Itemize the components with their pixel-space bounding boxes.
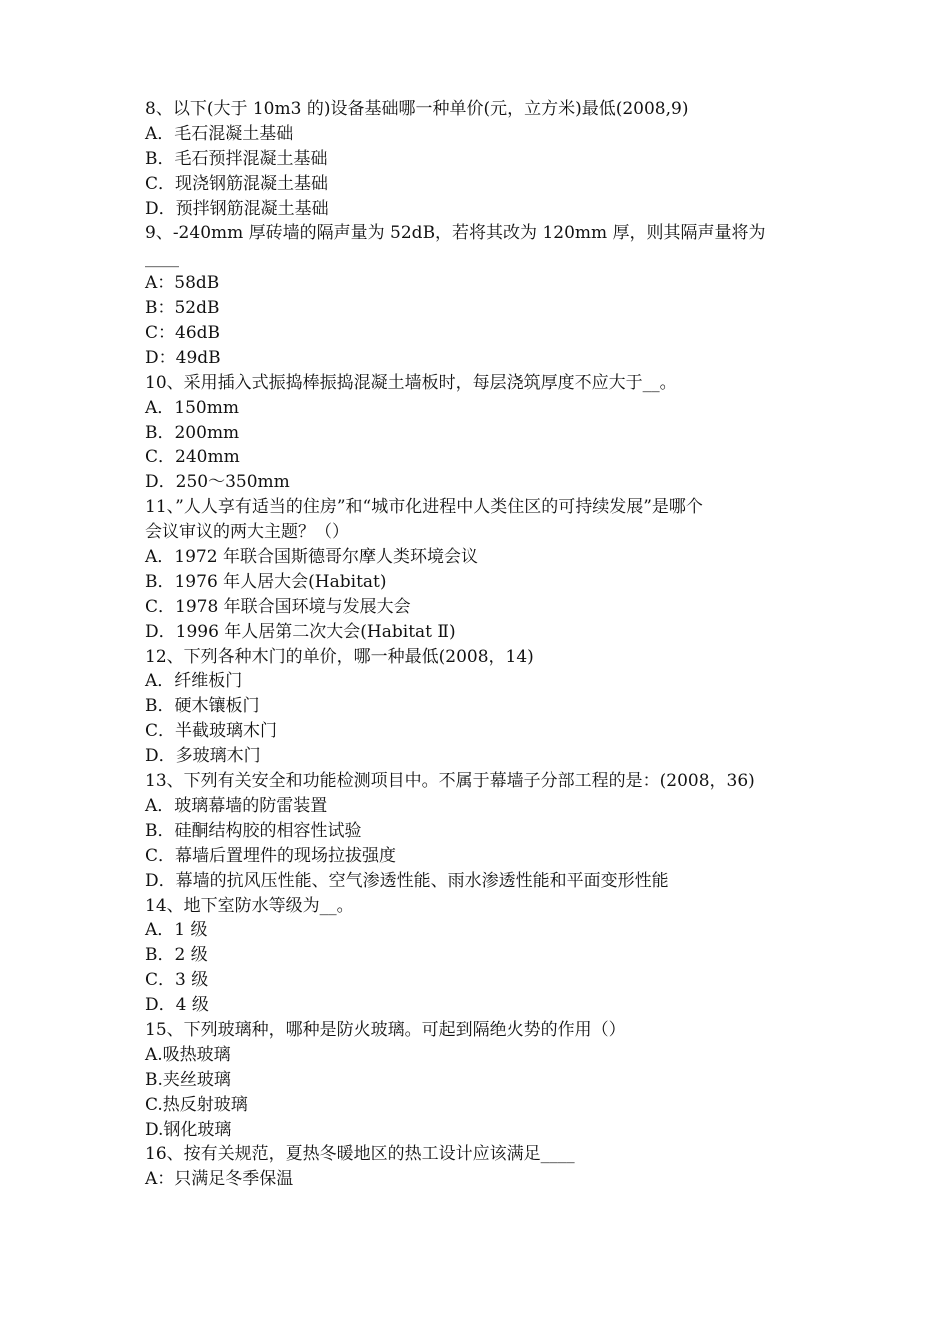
question-14-option-b: B．2 级 bbox=[145, 945, 208, 966]
question-13 bbox=[145, 769, 813, 893]
question-13-option-d: D．幕墙的抗风压性能、空气渗透性能、雨水渗透性能和平面变形性能 bbox=[145, 870, 669, 891]
question-11-option-d: D．1996 年人居第二次大会(Habitat Ⅱ) bbox=[145, 621, 456, 642]
question-8-option-b: B．毛石预拌混凝土基础 bbox=[145, 148, 328, 169]
question-13-option-a: A．玻璃幕墙的防雷装置 bbox=[145, 795, 328, 816]
question-12-option-d: D．多玻璃木门 bbox=[145, 746, 261, 767]
question-13-option-b: B．硅酮结构胶的相容性试验 bbox=[145, 820, 362, 841]
question-16 bbox=[145, 1142, 813, 1192]
question-13-option-c: C．幕墙后置埋件的现场拉拔强度 bbox=[145, 845, 397, 866]
question-14 bbox=[145, 894, 813, 1018]
question-12-stem: 12、下列各种木门的单价，哪一种最低(2008，14) bbox=[145, 646, 534, 667]
question-13-stem: 13、下列有关安全和功能检测项目中。不属于幕墙子分部工程的是：(2008，36) bbox=[145, 771, 755, 792]
question-11 bbox=[145, 495, 813, 644]
question-10-stem: 10、采用插入式振捣棒振捣混凝土墙板时，每层浇筑厚度不应大于__。 bbox=[145, 372, 677, 393]
question-9 bbox=[145, 221, 813, 370]
question-10-option-a: A．150mm bbox=[145, 397, 239, 418]
question-11-stem-continued: 会议审议的两大主题？（） bbox=[145, 522, 349, 543]
question-12-option-b: B．硬木镶板门 bbox=[145, 696, 260, 717]
question-11-stem: 11、”人人享有适当的住房”和“城市化进程中人类住区的可持续发展”是哪个 bbox=[145, 497, 703, 518]
question-9-option-a: A：58dB bbox=[145, 273, 220, 294]
question-15-option-c: C.热反射玻璃 bbox=[145, 1094, 248, 1115]
question-9-option-d: D：49dB bbox=[145, 347, 221, 368]
question-14-option-d: D．4 级 bbox=[145, 995, 209, 1016]
question-15-option-a: A.吸热玻璃 bbox=[145, 1044, 231, 1065]
question-9-option-b: B：52dB bbox=[145, 298, 220, 319]
question-10 bbox=[145, 371, 813, 495]
question-10-option-b: B．200mm bbox=[145, 422, 240, 443]
question-11-option-c: C．1978 年联合国环境与发展大会 bbox=[145, 596, 411, 617]
question-10-option-d: D．250～350mm bbox=[145, 472, 290, 493]
question-list bbox=[145, 97, 813, 1192]
question-10-option-c: C．240mm bbox=[145, 447, 240, 468]
question-9-stem-blank: ____ bbox=[145, 248, 179, 269]
question-14-stem: 14、地下室防水等级为__。 bbox=[145, 895, 354, 916]
question-11-option-b: B．1976 年人居大会(Habitat) bbox=[145, 571, 387, 592]
question-12 bbox=[145, 645, 813, 769]
question-9-option-c: C：46dB bbox=[145, 323, 221, 344]
question-15-option-d: D.钢化玻璃 bbox=[145, 1119, 232, 1140]
question-11-option-a: A．1972 年联合国斯德哥尔摩人类环境会议 bbox=[145, 547, 478, 568]
question-8-stem: 8、以下(大于 10m3 的)设备基础哪一种单价(元，立方米)最低(2008,9) bbox=[145, 99, 689, 119]
question-8-option-c: C．现浇钢筋混凝土基础 bbox=[145, 173, 329, 194]
question-12-option-a: A．纤维板门 bbox=[145, 671, 243, 692]
question-16-stem: 16、按有关规范，夏热冬暖地区的热工设计应该满足____ bbox=[145, 1144, 575, 1165]
question-15-stem: 15、下列玻璃种，哪种是防火玻璃。可起到隔绝火势的作用（） bbox=[145, 1019, 626, 1040]
question-8 bbox=[145, 97, 813, 221]
question-15-option-b: B.夹丝玻璃 bbox=[145, 1069, 231, 1090]
question-14-option-a: A．1 级 bbox=[145, 920, 208, 941]
question-8-option-d: D．预拌钢筋混凝土基础 bbox=[145, 198, 329, 219]
question-12-option-c: C．半截玻璃木门 bbox=[145, 721, 278, 742]
question-14-option-c: C．3 级 bbox=[145, 970, 209, 991]
question-8-option-a: A．毛石混凝土基础 bbox=[145, 123, 294, 144]
question-15 bbox=[145, 1018, 813, 1142]
question-9-stem: 9、-240mm 厚砖墙的隔声量为 52dB，若将其改为 120mm 厚，则其隔声量将为 bbox=[145, 223, 766, 244]
question-16-option-a: A：只满足冬季保温 bbox=[145, 1169, 294, 1190]
